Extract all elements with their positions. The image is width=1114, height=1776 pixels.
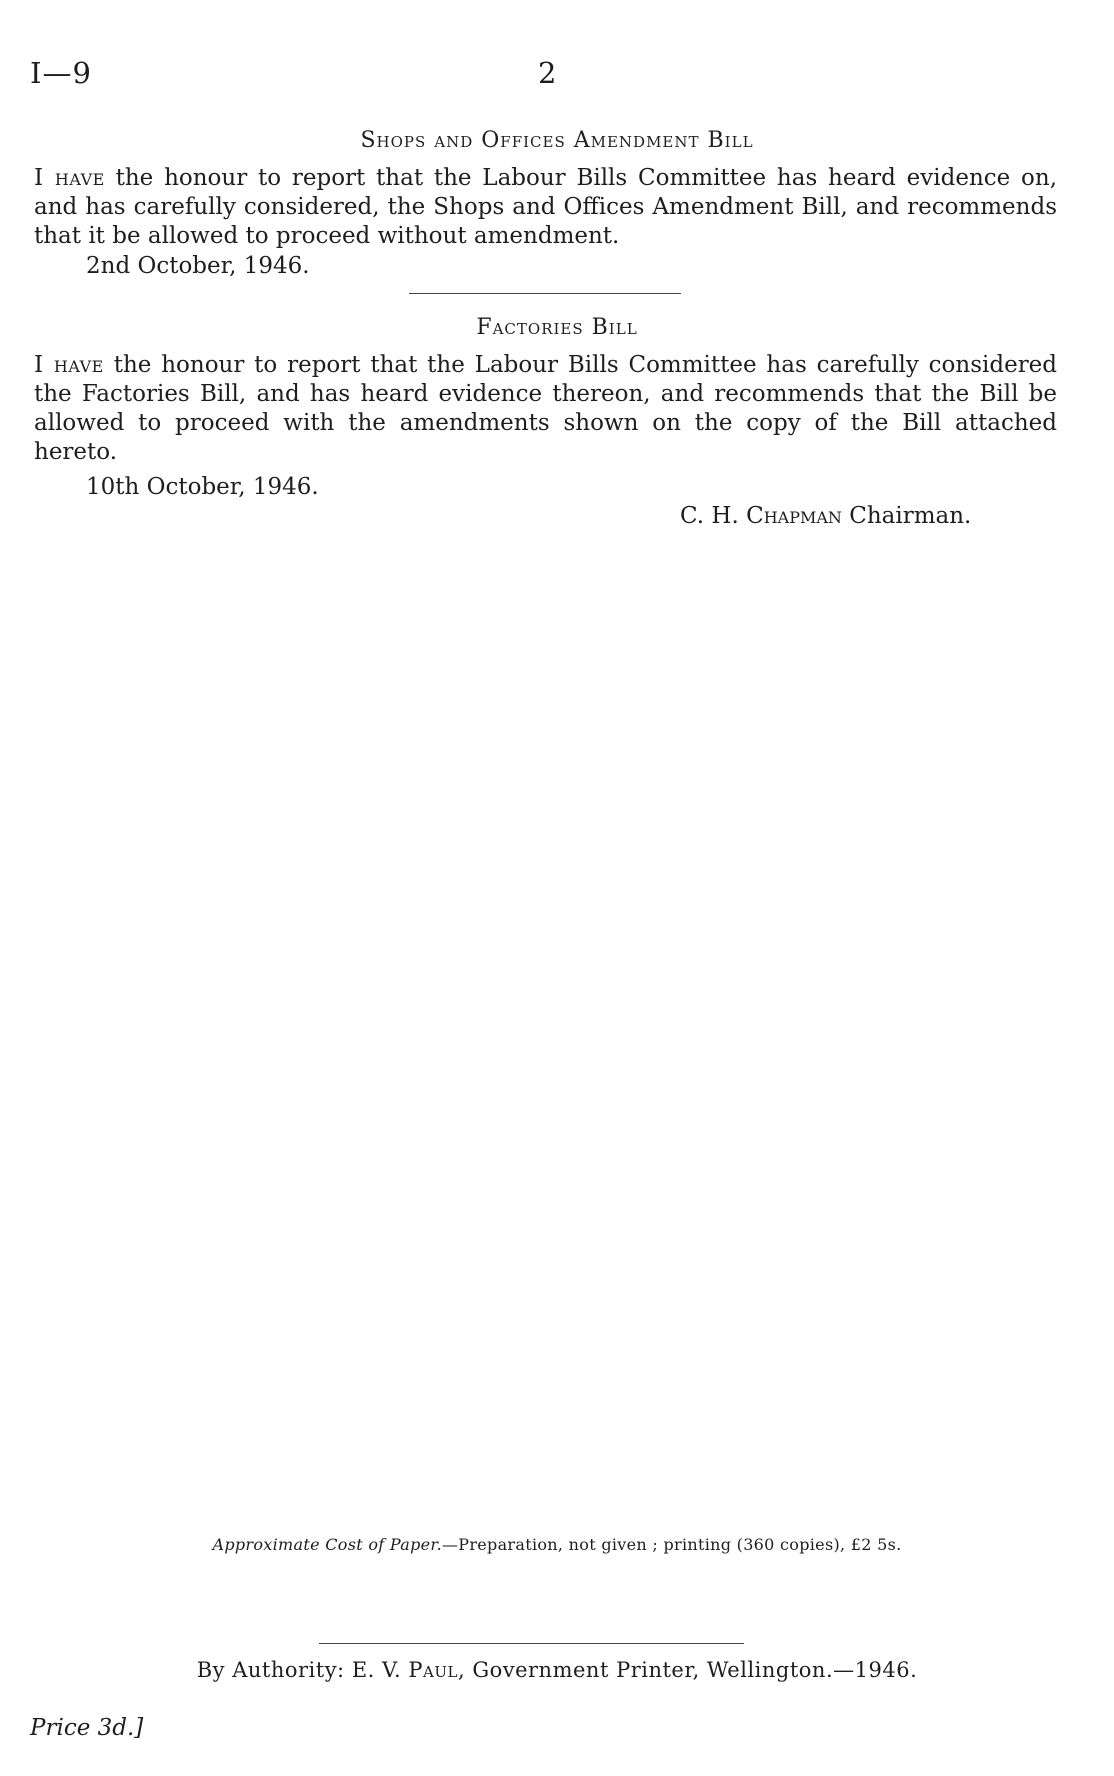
factories-report-lead: I have bbox=[34, 352, 104, 378]
factories-bill-heading: Factories Bill bbox=[476, 315, 638, 340]
signature-title: Chairman. bbox=[849, 503, 972, 529]
factories-report-body: the honour to report that the Labour Bills Committee has carefully considered the Factories Bill, and has heard evidence thereon, and recommends that the Bill be allowed to proceed with the amendments shown on the copy of the Bill attached hereto. bbox=[34, 352, 1058, 465]
shops-report-body: the honour to report that the Labour Bills Committee has heard evidence on, and has carefully considered, the Shops and Offices Amendment Bill, and recommends that it be allowed to proceed without amendment. bbox=[34, 165, 1058, 249]
cost-of-paper-note bbox=[0, 1535, 1114, 1554]
footer-divider bbox=[319, 1643, 744, 1644]
page-number: 2 bbox=[538, 56, 557, 90]
section-divider bbox=[409, 293, 681, 294]
signature-surname: Chapman bbox=[746, 503, 842, 529]
chairman-signature bbox=[680, 503, 971, 529]
factories-report-date: 10th October, 1946. bbox=[86, 474, 319, 500]
printer-surname: Paul, bbox=[408, 1658, 466, 1682]
printer-initials: E. V. bbox=[351, 1658, 402, 1682]
factories-bill-report bbox=[34, 351, 1057, 467]
shops-report-date: 2nd October, 1946. bbox=[86, 253, 310, 279]
price-label: Price 3d.] bbox=[30, 1715, 144, 1741]
cost-text: —Preparation, not given ; printing (360 copies), £2 5s. bbox=[441, 1535, 902, 1554]
signature-initials: C. H. bbox=[680, 503, 739, 529]
shops-bill-heading: Shops and Offices Amendment Bill bbox=[360, 128, 754, 153]
shops-bill-report bbox=[34, 164, 1057, 251]
shops-report-lead: I have bbox=[34, 165, 105, 191]
authority-label: By Authority: bbox=[196, 1658, 345, 1682]
printer-authority bbox=[0, 1658, 1114, 1682]
cost-label: Approximate Cost of Paper. bbox=[212, 1535, 442, 1554]
printer-details: Government Printer, Wellington.—1946. bbox=[472, 1658, 918, 1682]
paper-reference: I—9 bbox=[30, 56, 92, 90]
